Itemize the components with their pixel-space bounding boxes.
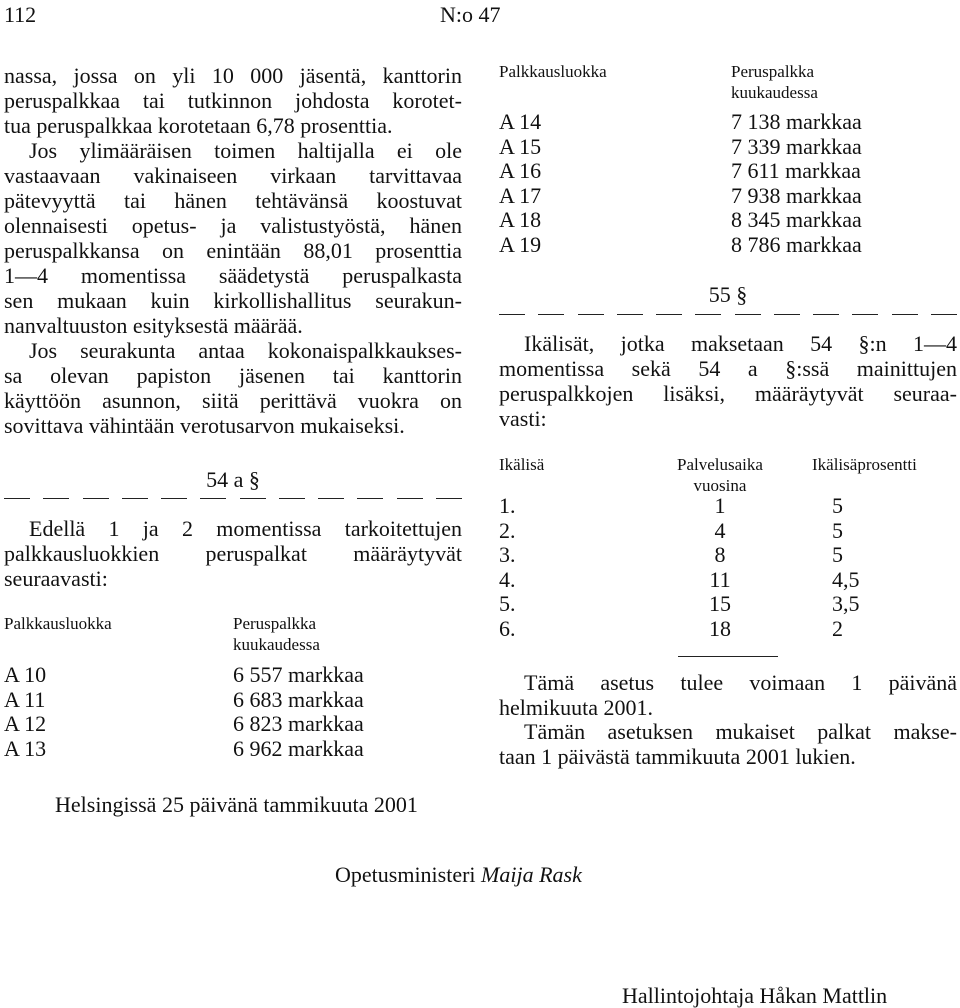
- text-line: Ikälisät, jotka maksetaan 54 §:n 1—4: [524, 331, 957, 356]
- text-line: vastaavaan vakinaiseen virkaan tarvittavaa: [4, 163, 462, 188]
- age-table-header-3: Ikälisäprosentti: [812, 455, 917, 474]
- age-table-header-1: Ikälisä: [499, 455, 545, 474]
- text-line: käyttöön asunnon, siitä perittävä vuokra on: [4, 388, 462, 413]
- minister-title: Opetusministeri: [335, 862, 476, 887]
- age-table: [499, 494, 860, 641]
- place-date: Helsingissä 25 päivänä tammikuuta 2001: [55, 792, 418, 817]
- text-line: palkkausluokkien peruspalkat määräytyvät: [4, 541, 462, 566]
- official-title: Hallintojohtaja: [622, 983, 754, 1008]
- table-row: 2. 4 5: [499, 517, 843, 543]
- text-line: sa olevan papiston jäsenen tai kanttorin: [4, 363, 462, 388]
- section-heading-54a: 54 a §: [206, 467, 260, 492]
- page-number: 112: [4, 2, 37, 27]
- table-header-class: Palkkausluokka: [4, 614, 112, 633]
- text-line: sovittava vähintään verotusarvon mukaiseksi.: [4, 413, 405, 438]
- text-line: taan 1 päivästä tammikuuta 2001 lukien.: [499, 744, 856, 769]
- text-line: sen mukaan kuin kirkollishallitus seurakun-: [4, 288, 462, 313]
- issue-number: N:o 47: [440, 2, 501, 27]
- table-header-pay: Peruspalkka kuukaudessa: [731, 62, 818, 102]
- closing-paragraph-2: [499, 719, 957, 769]
- table-row: A 10 6 557 markkaa: [4, 662, 364, 687]
- table-row: 5. 15 3,5: [499, 591, 860, 616]
- left-paragraph: [4, 63, 462, 438]
- text-line: Tämä asetus tulee voimaan 1 päivänä: [524, 670, 957, 695]
- intro-paragraph: [4, 516, 462, 591]
- text-line: vasti:: [499, 406, 547, 431]
- section-heading-55: 55 §: [708, 282, 748, 307]
- text-line: Jos seurakunta antaa kokonaispalkkaukses-: [29, 338, 462, 363]
- table-row: A 15 7 339 markkaa: [499, 133, 862, 159]
- table-row: 3. 8 5: [499, 542, 843, 567]
- table-row: A 17 7 938 markkaa: [499, 182, 862, 208]
- text-line: nassa, jossa on yli 10 000 jäsentä, kanttorin: [4, 63, 462, 88]
- text-line: helmikuuta 2001.: [499, 695, 653, 720]
- table-row: A 13 6 962 markkaa: [4, 735, 364, 761]
- text-line: Jos ylimääräisen toimen haltijalla ei ole: [29, 138, 462, 163]
- salary-table-right: [499, 110, 862, 257]
- table-row: 1. 1 5: [499, 493, 843, 518]
- text-line: pätevyyttä tai hänen tehtävänsä koostuvat: [4, 188, 462, 213]
- text-line: seuraavasti:: [4, 566, 108, 591]
- official-signature: [622, 983, 887, 1008]
- table-header-pay: Peruspalkka kuukaudessa: [233, 614, 320, 654]
- age-table-header-2: Palvelusaika vuosina: [677, 455, 763, 495]
- minister-name: Maija Rask: [481, 862, 582, 887]
- table-row: A 11 6 683 markkaa: [4, 686, 364, 712]
- table-row: A 18 8 345 markkaa: [499, 207, 862, 232]
- right-paragraph: [499, 331, 957, 431]
- table-row: 4. 11 4,5: [499, 566, 860, 592]
- text-line: olennaisesti opetus- ja valistustyöstä, hänen: [4, 213, 462, 238]
- text-line: Edellä 1 ja 2 momentissa tarkoitettujen: [29, 516, 462, 541]
- text-line: tua peruspalkkaa korotetaan 6,78 prosenttia.: [4, 113, 393, 138]
- table-row: A 16 7 611 markkaa: [499, 158, 861, 183]
- text-line: 1—4 momentissa säädetystä peruspalkasta: [4, 263, 462, 288]
- text-line: Tämän asetuksen mukaiset palkat makse-: [524, 719, 957, 744]
- text-line: momentissa sekä 54 a §:ssä mainittujen: [499, 356, 957, 381]
- text-line: peruspalkkaa tai tutkinnon johdosta korotet-: [4, 88, 462, 113]
- text-line: nanvaltuuston esityksestä määrää.: [4, 313, 303, 338]
- closing-paragraph-1: [499, 670, 957, 720]
- dash-separator: [499, 314, 957, 315]
- section-end-rule: [678, 656, 778, 657]
- salary-table-left: [4, 663, 364, 761]
- minister-signature: [335, 862, 582, 887]
- dash-separator: [4, 498, 462, 499]
- table-row: A 19 8 786 markkaa: [499, 231, 862, 257]
- table-row: A 14 7 138 markkaa: [499, 109, 862, 134]
- table-row: 6. 18 2: [499, 615, 843, 641]
- text-line: peruspalkkojen lisäksi, määräytyvät seuraa-: [499, 381, 957, 406]
- table-header-class: Palkkausluokka: [499, 62, 607, 81]
- text-line: peruspalkkansa on enintään 88,01 prosenttia: [4, 238, 462, 263]
- official-name: Håkan Mattlin: [759, 983, 888, 1008]
- table-row: A 12 6 823 markkaa: [4, 711, 364, 736]
